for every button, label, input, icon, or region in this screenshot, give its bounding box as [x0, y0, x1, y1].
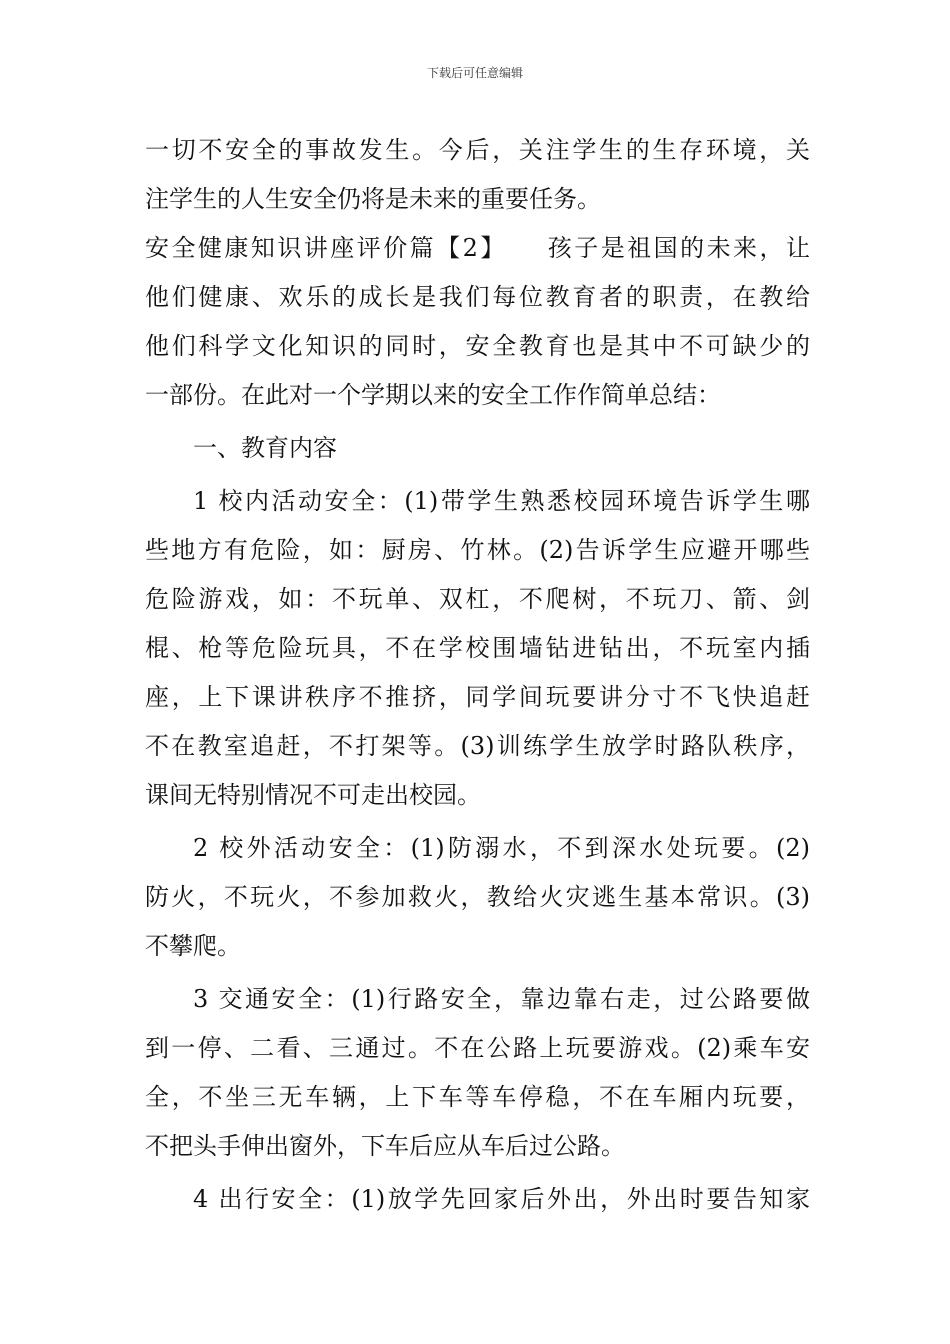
text-line: 防火，不玩火，不参加救火，教给火灾逃生基本常识。(3) — [145, 883, 810, 911]
text-line: 危险游戏，如：不玩单、双杠，不爬树，不玩刀、箭、剑 — [145, 585, 810, 613]
text-line: 一切不安全的事故发生。今后，关注学生的生存环境，关 — [145, 136, 810, 164]
section-heading-line: 安全健康知识讲座评价篇【2】 孩子是祖国的未来，让 — [145, 234, 810, 262]
text-line: 3 交通安全：(1)行路安全，靠边靠右走，过公路要做 — [193, 985, 810, 1013]
document-body — [145, 126, 810, 1224]
text-line: 些地方有危险，如：厨房、竹林。(2)告诉学生应避开哪些 — [145, 536, 810, 564]
text-line: 座，上下课讲秩序不推挤，同学间玩要讲分寸不飞快追赶 — [145, 683, 810, 711]
text-line: 全，不坐三无车辆，上下车等车停稳，不在车厢内玩要， — [145, 1083, 810, 1111]
text-line: 4 出行安全：(1)放学先回家后外出，外出时要告知家 — [193, 1185, 810, 1213]
text-line: 他们健康、欢乐的成长是我们每位教育者的职责，在教给 — [145, 283, 810, 311]
text-line: 不把头手伸出窗外，下车后应从车后过公路。 — [145, 1132, 625, 1160]
subheading-line: 一、教育内容 — [193, 434, 337, 462]
text-line: 1 校内活动安全：(1)带学生熟悉校园环境告诉学生哪 — [193, 487, 810, 515]
text-line: 一部份。在此对一个学期以来的安全工作作简单总结： — [145, 381, 721, 409]
page-header: 下载后可任意编辑 — [426, 66, 523, 80]
text-line: 不在教室追赶，不打架等。(3)训练学生放学时路队秩序， — [145, 732, 810, 760]
text-line: 课间无特别情况不可走出校园。 — [145, 781, 481, 809]
text-line: 棍、枪等危险玩具，不在学校围墙钻进钻出，不玩室内插 — [145, 634, 810, 662]
text-line: 不攀爬。 — [145, 932, 241, 960]
text-line: 到一停、二看、三通过。不在公路上玩要游戏。(2)乘车安 — [145, 1034, 810, 1062]
text-line: 注学生的人生安全仍将是未来的重要任务。 — [145, 185, 601, 213]
text-line: 2 校外活动安全：(1)防溺水，不到深水处玩要。(2) — [193, 834, 810, 862]
text-line: 他们科学文化知识的同时，安全教育也是其中不可缺少的 — [145, 332, 810, 360]
